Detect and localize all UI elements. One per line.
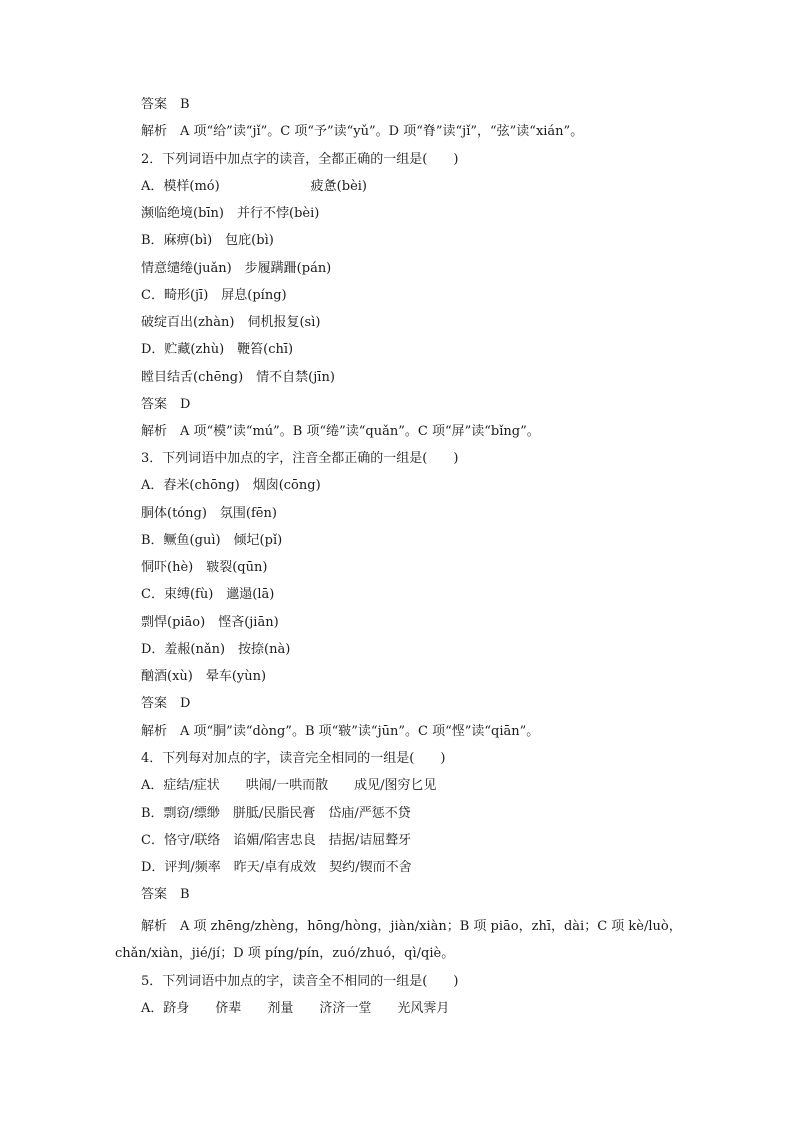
answer-label: 答案 D xyxy=(141,397,191,412)
answer-label: 答案 B xyxy=(141,887,190,902)
option-d-cont: 酗酒(xù) 晕车(yùn) xyxy=(141,669,267,684)
explanation-text: 解析 A 项“胴”读“dòng”。B 项“皲”读“jūn”。C 项“悭”读“qiān”。 xyxy=(141,724,540,739)
answer-label: 答案 D xyxy=(141,696,191,711)
option-c: C．恪守/联络 谄媚/陷害忠良 拮据/诘屈聱牙 xyxy=(141,833,412,848)
question-2-stem: 2．下列词语中加点字的读音，全都正确的一组是( ) xyxy=(141,152,459,167)
explanation-text: 解析 A 项“给”读“jǐ”。C 项“予”读“yǔ”。D 项“脊”读“jǐ”，“弦”读“xián”。 xyxy=(141,124,584,139)
explanation-text: 解析 A 项 zhēng/zhèng，hōng/hòng，jiàn/xiàn；B 项 piāo，zhī，dài；C 项 kè/luò， xyxy=(141,919,682,934)
option-c-cont: 剽悍(piāo) 悭吝(jiān) xyxy=(141,615,279,630)
option-d-cont: 瞠目结舌(chēng) 情不自禁(jīn) xyxy=(141,370,335,385)
option-d: D．贮藏(zhù) 鞭笞(chī) xyxy=(141,342,294,357)
option-a: A．模样(mó) 疲惫(bèi) xyxy=(141,179,368,194)
question-4-stem: 4．下列每对加点的字，读音完全相同的一组是( ) xyxy=(141,751,446,766)
option-a: A．症结/症状 哄闹/一哄而散 成见/图穷匕见 xyxy=(141,778,437,793)
option-a-cont: 胴体(tóng) 氛围(fēn) xyxy=(141,506,277,521)
explanation-text: 解析 A 项“模”读“mú”。B 项“绻”读“quǎn”。C 项“屏”读“bǐng”。 xyxy=(141,424,540,439)
option-a-cont: 濒临绝境(bīn) 并行不悖(bèi) xyxy=(141,206,320,221)
option-b: B．剽窃/缥缈 胼胝/民脂民膏 岱庙/严惩不贷 xyxy=(141,806,411,821)
question-5-stem: 5．下列词语中加点的字，读音全不相同的一组是( ) xyxy=(141,974,459,989)
option-a: A．舂米(chōng) 烟囱(cōng) xyxy=(141,478,321,493)
option-a: A．跻身 侪辈 剂量 济济一堂 光风霁月 xyxy=(141,1001,450,1016)
option-d: D．评判/频率 昨天/卓有成效 契约/锲而不舍 xyxy=(141,860,412,875)
option-b-cont: 恫吓(hè) 皲裂(qūn) xyxy=(141,560,268,575)
question-3-stem: 3．下列词语中加点的字，注音全都正确的一组是( ) xyxy=(141,451,459,466)
option-b: B．麻痹(bì) 包庇(bì) xyxy=(141,233,274,248)
option-d: D．羞赧(nǎn) 按捺(nà) xyxy=(141,642,291,657)
option-c: C．畸形(jī) 屏息(píng) xyxy=(141,288,287,303)
option-c-cont: 破绽百出(zhàn) 伺机报复(sì) xyxy=(141,315,321,330)
explanation-text-cont: chǎn/xiàn，jié/jí；D 项 píng/pín，zuó/zhuó，qì/qiè。 xyxy=(115,946,455,961)
answer-label: 答案 B xyxy=(141,97,190,112)
option-c: C．束缚(fù) 邋遢(lā) xyxy=(141,587,275,602)
option-b: B．鳜鱼(guì) 倾圮(pǐ) xyxy=(141,533,283,548)
option-b-cont: 情意缱绻(juǎn) 步履蹒跚(pán) xyxy=(141,261,332,276)
